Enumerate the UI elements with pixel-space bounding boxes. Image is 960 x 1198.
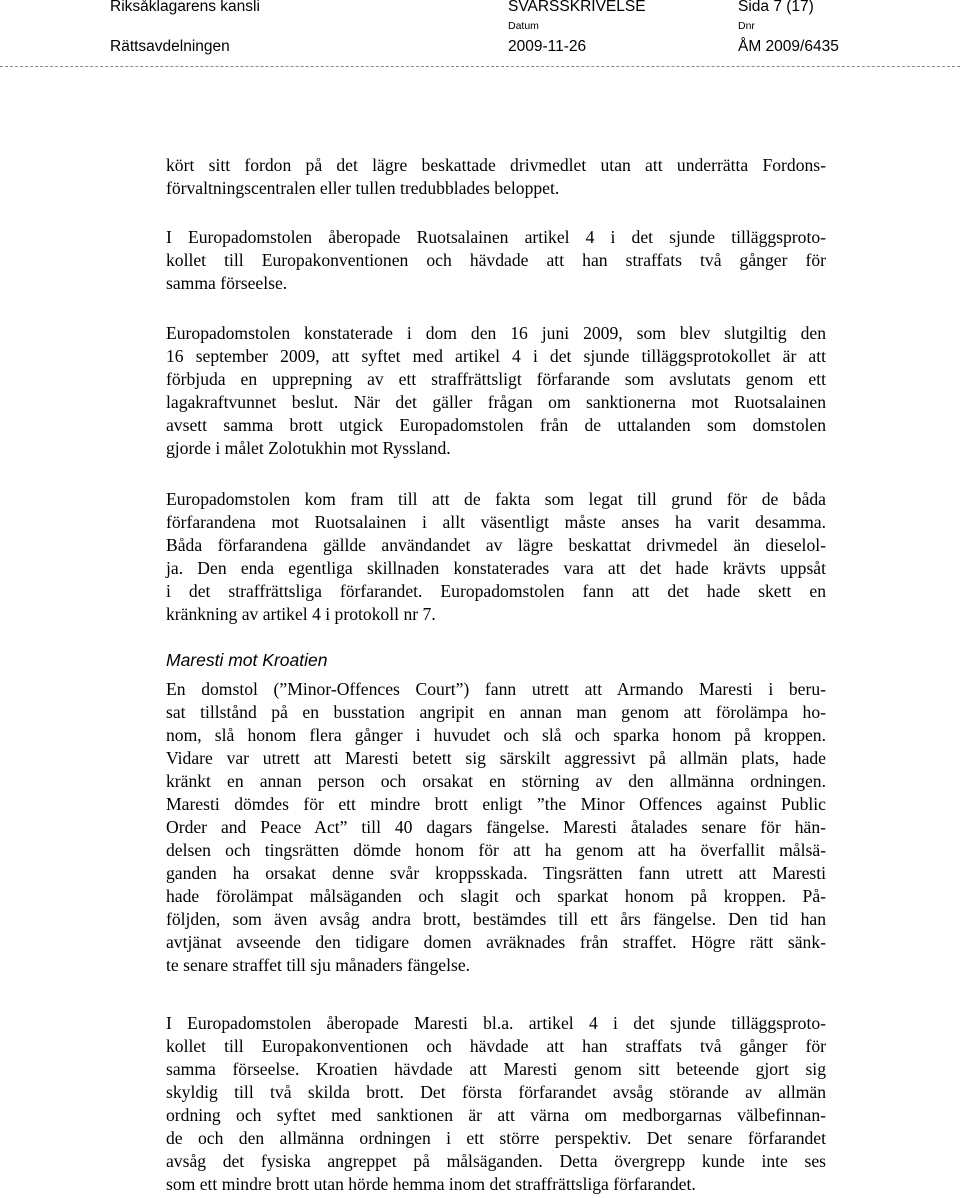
text-line: Europadomstolen kom fram till att de fakta som legat till grund för de båda: [166, 489, 826, 509]
text-line: avsett samma brott utgick Europadomstolen från de uttalanden som domstolen: [166, 415, 826, 435]
text-line: ganden ha orsakat denne svår kroppsskada. Tingsrätten fann utrett att Maresti: [166, 863, 826, 883]
text-line: lagakraftvunnet beslut. När det gäller frågan om sanktionerna mot Ruotsalainen: [166, 392, 826, 412]
paragraph-6: [166, 1012, 826, 1196]
text-line: i det straffrättsliga förfarandet. Europadomstolen fann att det hade skett en: [166, 581, 826, 601]
text-line: Europadomstolen konstaterade i dom den 16 juni 2009, som blev slutgiltig den: [166, 323, 826, 343]
text-line: nom, slå honom flera gånger i huvudet och slå och sparka honom på kroppen.: [166, 725, 826, 745]
text-line: sat tillstånd på en busstation angripit en annan man genom att förolämpa ho-: [166, 702, 826, 722]
text-line: avtjänat avseende den tidigare domen avräknades från straffet. Högre rätt sänk-: [166, 932, 826, 952]
text-line: skyldig till två skilda brott. Det första förfarandet avsåg störande av allmän: [166, 1082, 826, 1102]
section-heading: Maresti mot Kroatien: [166, 650, 328, 670]
text-line: som ett mindre brott utan hörde hemma inom det straffrättsliga förfarandet.: [166, 1174, 696, 1194]
text-line: ordning och syftet med sanktionen är att värna om medborgarnas välbefinnan-: [166, 1105, 826, 1125]
text-line: de och den allmänna ordningen i ett större perspektiv. Det senare förfarandet: [166, 1128, 826, 1148]
paragraph-3: [166, 322, 826, 460]
text-line: Maresti dömdes för ett mindre brott enligt ”the Minor Offences against Public: [166, 794, 826, 814]
text-line: te senare straffet till sju månaders fängelse.: [166, 955, 471, 975]
header-divider: [0, 66, 960, 67]
text-line: gjorde i målet Zolotukhin mot Ryssland.: [166, 438, 451, 458]
text-line: Båda förfarandena gällde användandet av lägre beskattat drivmedel än dieselol-: [166, 535, 826, 555]
text-line: hade förolämpat målsäganden och slagit och sparkat honom på kroppen. På-: [166, 886, 826, 906]
header-dnr: ÅM 2009/6435: [738, 38, 839, 55]
text-line: följden, som även avsåg andra brott, bestämdes till ett års fängelse. Den tid han: [166, 909, 826, 929]
text-line: kollet till Europakonventionen och hävdade att han straffats två gånger för: [166, 250, 826, 270]
text-line: 16 september 2009, att syftet med artikel 4 i det sjunde tilläggsprotokollet är att: [166, 346, 826, 366]
text-line: förfarandena mot Ruotsalainen i allt väsentligt måste anses ha varit desamma.: [166, 512, 826, 532]
header-unit: Rättsavdelningen: [110, 38, 230, 55]
text-line: ja. Den enda egentliga skillnaden konstaterades vara att det hade krävts uppsåt: [166, 558, 826, 578]
text-line: förvaltningscentralen eller tullen tredubblades beloppet.: [166, 178, 560, 198]
paragraph-4: [166, 488, 826, 626]
text-line: kränkning av artikel 4 i protokoll nr 7.: [166, 604, 436, 624]
text-line: förbjuda en upprepning av ett straffrättsligt förfarande som avslutats genom ett: [166, 369, 826, 389]
header-org: Riksåklagarens kansli: [110, 0, 260, 15]
text-line: samma förseelse. Kroatien hävdade att Maresti genom sitt beteende gjort sig: [166, 1059, 826, 1079]
header-date: 2009-11-26: [508, 38, 587, 55]
header-page-number: Sida 7 (17): [738, 0, 814, 15]
text-line: En domstol (”Minor-Offences Court”) fann utrett att Armando Maresti i beru-: [166, 679, 826, 699]
text-line: I Europadomstolen åberopade Maresti bl.a. artikel 4 i det sjunde tilläggsproto-: [166, 1013, 826, 1033]
text-line: kränkt en annan person och orsakat en störning av den allmänna ordningen.: [166, 771, 826, 791]
paragraph-2: [166, 226, 826, 295]
text-line: kört sitt fordon på det lägre beskattade drivmedlet utan att underrätta Fordons-: [166, 155, 826, 175]
paragraph-1: [166, 154, 826, 200]
text-line: I Europadomstolen åberopade Ruotsalainen artikel 4 i det sjunde tilläggsproto-: [166, 227, 826, 247]
text-line: Order and Peace Act” till 40 dagars fängelse. Maresti åtalades senare för hän-: [166, 817, 826, 837]
text-line: Vidare var utrett att Maresti betett sig särskilt aggressivt på allmän plats, hade: [166, 748, 826, 768]
header-date-label: Datum: [508, 20, 539, 32]
text-line: avsåg det fysiska angreppet på målsäganden. Detta övergrepp kunde inte ses: [166, 1151, 826, 1171]
paragraph-5: [166, 678, 826, 977]
header-dnr-label: Dnr: [738, 20, 755, 32]
text-line: samma förseelse.: [166, 273, 288, 293]
header-doc-type: SVARSSKRIVELSE: [508, 0, 646, 15]
text-line: kollet till Europakonventionen och hävdade att han straffats två gånger för: [166, 1036, 826, 1056]
text-line: delsen och tingsrätten dömde honom för att ha genom att ha överfallit målsä-: [166, 840, 826, 860]
